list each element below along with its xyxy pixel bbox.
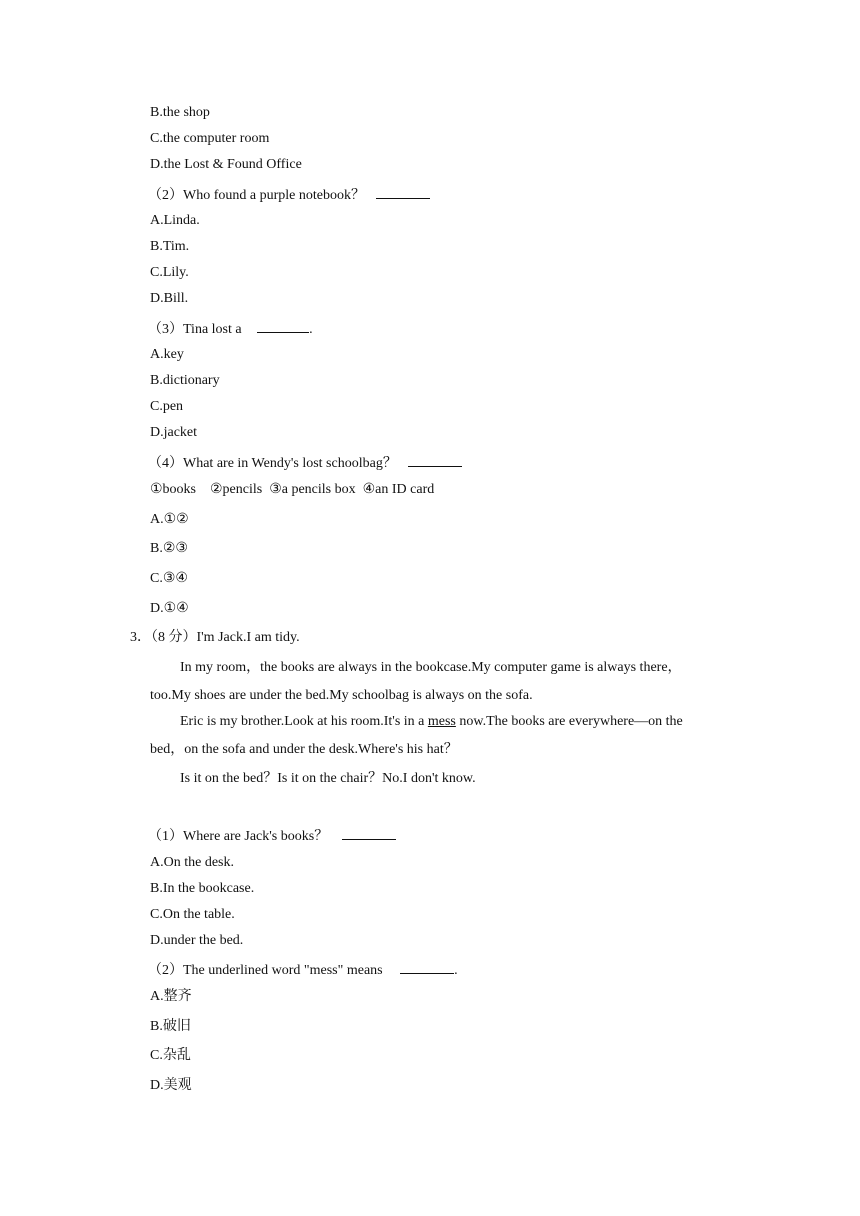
- section-3-header: 3．（8 分）I'm Jack.I am tidy.: [130, 630, 300, 645]
- q4-stem: [148, 452, 462, 473]
- answer-blank: [400, 959, 454, 974]
- q4-choices-line: ①books ②pencils ③a pencils box ④an ID card: [150, 482, 435, 497]
- q3-option-a: A.key: [150, 347, 184, 362]
- answer-blank: [376, 184, 430, 199]
- q2-option-c: C.Lily.: [150, 265, 189, 280]
- q3-stem-suffix: .: [309, 322, 313, 337]
- answer-blank: [342, 825, 396, 840]
- answer-blank: [257, 318, 309, 333]
- q3-option-b: B.dictionary: [150, 373, 220, 388]
- q2-option-d: D.Bill.: [150, 291, 189, 306]
- s3-q2-stem: [148, 959, 458, 980]
- passage-para1-line1: In my room，the books are always in the bookcase.My computer game is always there，: [180, 660, 682, 675]
- q4-option-a: A.①②: [150, 512, 189, 527]
- q4-option-c: C.③④: [150, 571, 188, 586]
- q4-option-b: B.②③: [150, 541, 188, 556]
- s3-q2-stem-text: （2）The underlined word "mess" means: [148, 963, 383, 978]
- q4-option-d: D.①④: [150, 601, 189, 616]
- passage-para1-line2: too.My shoes are under the bed.My schoolbag is always on the sofa.: [150, 688, 533, 703]
- q3-stem-text: （3）Tina lost a: [148, 322, 242, 337]
- q3-option-d: D.jacket: [150, 425, 198, 440]
- s3-q1-stem: [148, 825, 396, 846]
- q2-option-a: A.Linda.: [150, 213, 200, 228]
- s3-q2-option-c: C.杂乱: [150, 1048, 191, 1063]
- s3-q1-option-c: C.On the table.: [150, 907, 235, 922]
- s3-q2-stem-suffix: .: [454, 963, 458, 978]
- passage-para3-line1: Is it on the bed？Is it on the chair？No.I don't know.: [180, 771, 476, 786]
- passage-para2-line2: bed，on the sofa and under the desk.Where's his hat？: [150, 742, 458, 757]
- s3-q1-option-d: D.under the bed.: [150, 933, 244, 948]
- passage-text: Eric is my brother.Look at his room.It's in a: [180, 714, 428, 729]
- underlined-word: mess: [427, 714, 456, 729]
- q2-option-b: B.Tim.: [150, 239, 190, 254]
- q4-stem-text: （4）What are in Wendy's lost schoolbag？: [148, 456, 397, 471]
- s3-q1-option-a: A.On the desk.: [150, 855, 234, 870]
- s3-q2-option-a: A.整齐: [150, 989, 192, 1004]
- q1-option-d: D.the Lost & Found Office: [150, 157, 302, 172]
- q1-option-c: C.the computer room: [150, 131, 270, 146]
- q3-stem: [148, 318, 313, 339]
- s3-q1-stem-text: （1）Where are Jack's books？: [148, 829, 329, 844]
- passage-text: now.The books are everywhere—on the: [455, 714, 683, 729]
- q2-stem-text: （2）Who found a purple notebook？: [148, 188, 365, 203]
- s3-q2-option-b: B.破旧: [150, 1019, 191, 1034]
- q3-option-c: C.pen: [150, 399, 184, 414]
- answer-blank: [408, 452, 462, 467]
- passage-para2-line1: [180, 713, 683, 731]
- s3-q1-option-b: B.In the bookcase.: [150, 881, 255, 896]
- q1-option-b: B.the shop: [150, 105, 210, 120]
- q2-stem: [148, 184, 430, 205]
- s3-q2-option-d: D.美观: [150, 1078, 192, 1093]
